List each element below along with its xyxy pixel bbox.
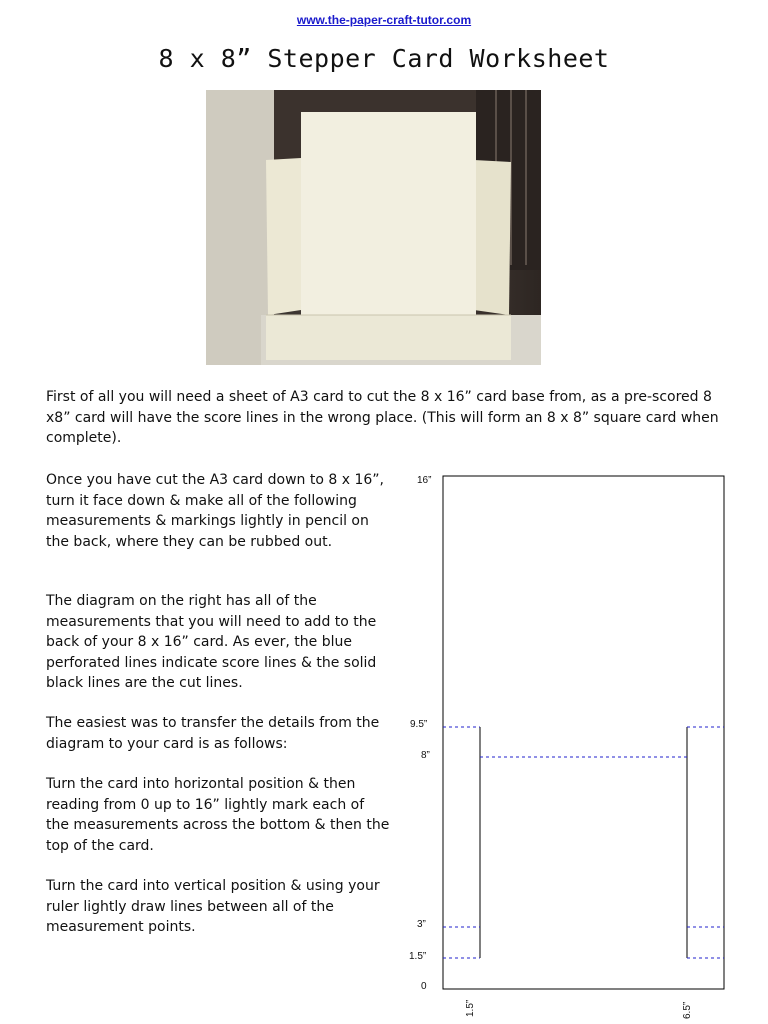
instruction-paragraph-1: Once you have cut the A3 card down to 8 x 16”, turn it face down & make all of the following measurements & markings lightly in pencil on the back, where they can be rubbed out.	[46, 472, 384, 550]
label-8: 8”	[421, 750, 430, 761]
intro-paragraph: First of all you will need a sheet of A3 card to cut the 8 x 16” card base from, as a pre-scored 8 x8” card will have the score lines in the wrong place. (This will form an 8 x 8” square card when complete).	[46, 389, 719, 446]
instruction-paragraph-5: Turn the card into vertical position & using your ruler lightly draw lines between all of the measurement points.	[46, 878, 380, 935]
stepper-card-photo-icon	[206, 90, 541, 365]
label-1-5: 1.5”	[409, 951, 427, 962]
site-url-link[interactable]: www.the-paper-craft-tutor.com	[296, 13, 472, 27]
page-title: 8 x 8” Stepper Card Worksheet	[158, 44, 610, 73]
instruction-paragraph-2: The diagram on the right has all of the measurements that you will need to add to the back of your 8 x 16” card. As ever, the blue perforated lines indicate score lines & the solid black lines are the cut lines.	[46, 593, 377, 691]
label-16: 16”	[417, 475, 432, 486]
label-3: 3”	[417, 919, 426, 930]
instruction-paragraph-4: Turn the card into horizontal position & then reading from 0 up to 16” lightly mark each of the measurements across the bottom & then the top of the card.	[46, 776, 390, 854]
label-0: 0	[421, 981, 427, 992]
label-x-1-5: 1.5”	[465, 999, 476, 1017]
measurement-diagram	[400, 465, 730, 1020]
label-9-5: 9.5”	[410, 719, 428, 730]
card-outline	[443, 476, 724, 989]
instruction-paragraph-3: The easiest was to transfer the details from the diagram to your card is as follows:	[46, 715, 380, 752]
label-x-6-5: 6.5”	[682, 1001, 693, 1019]
stepper-card-photo	[206, 90, 541, 365]
